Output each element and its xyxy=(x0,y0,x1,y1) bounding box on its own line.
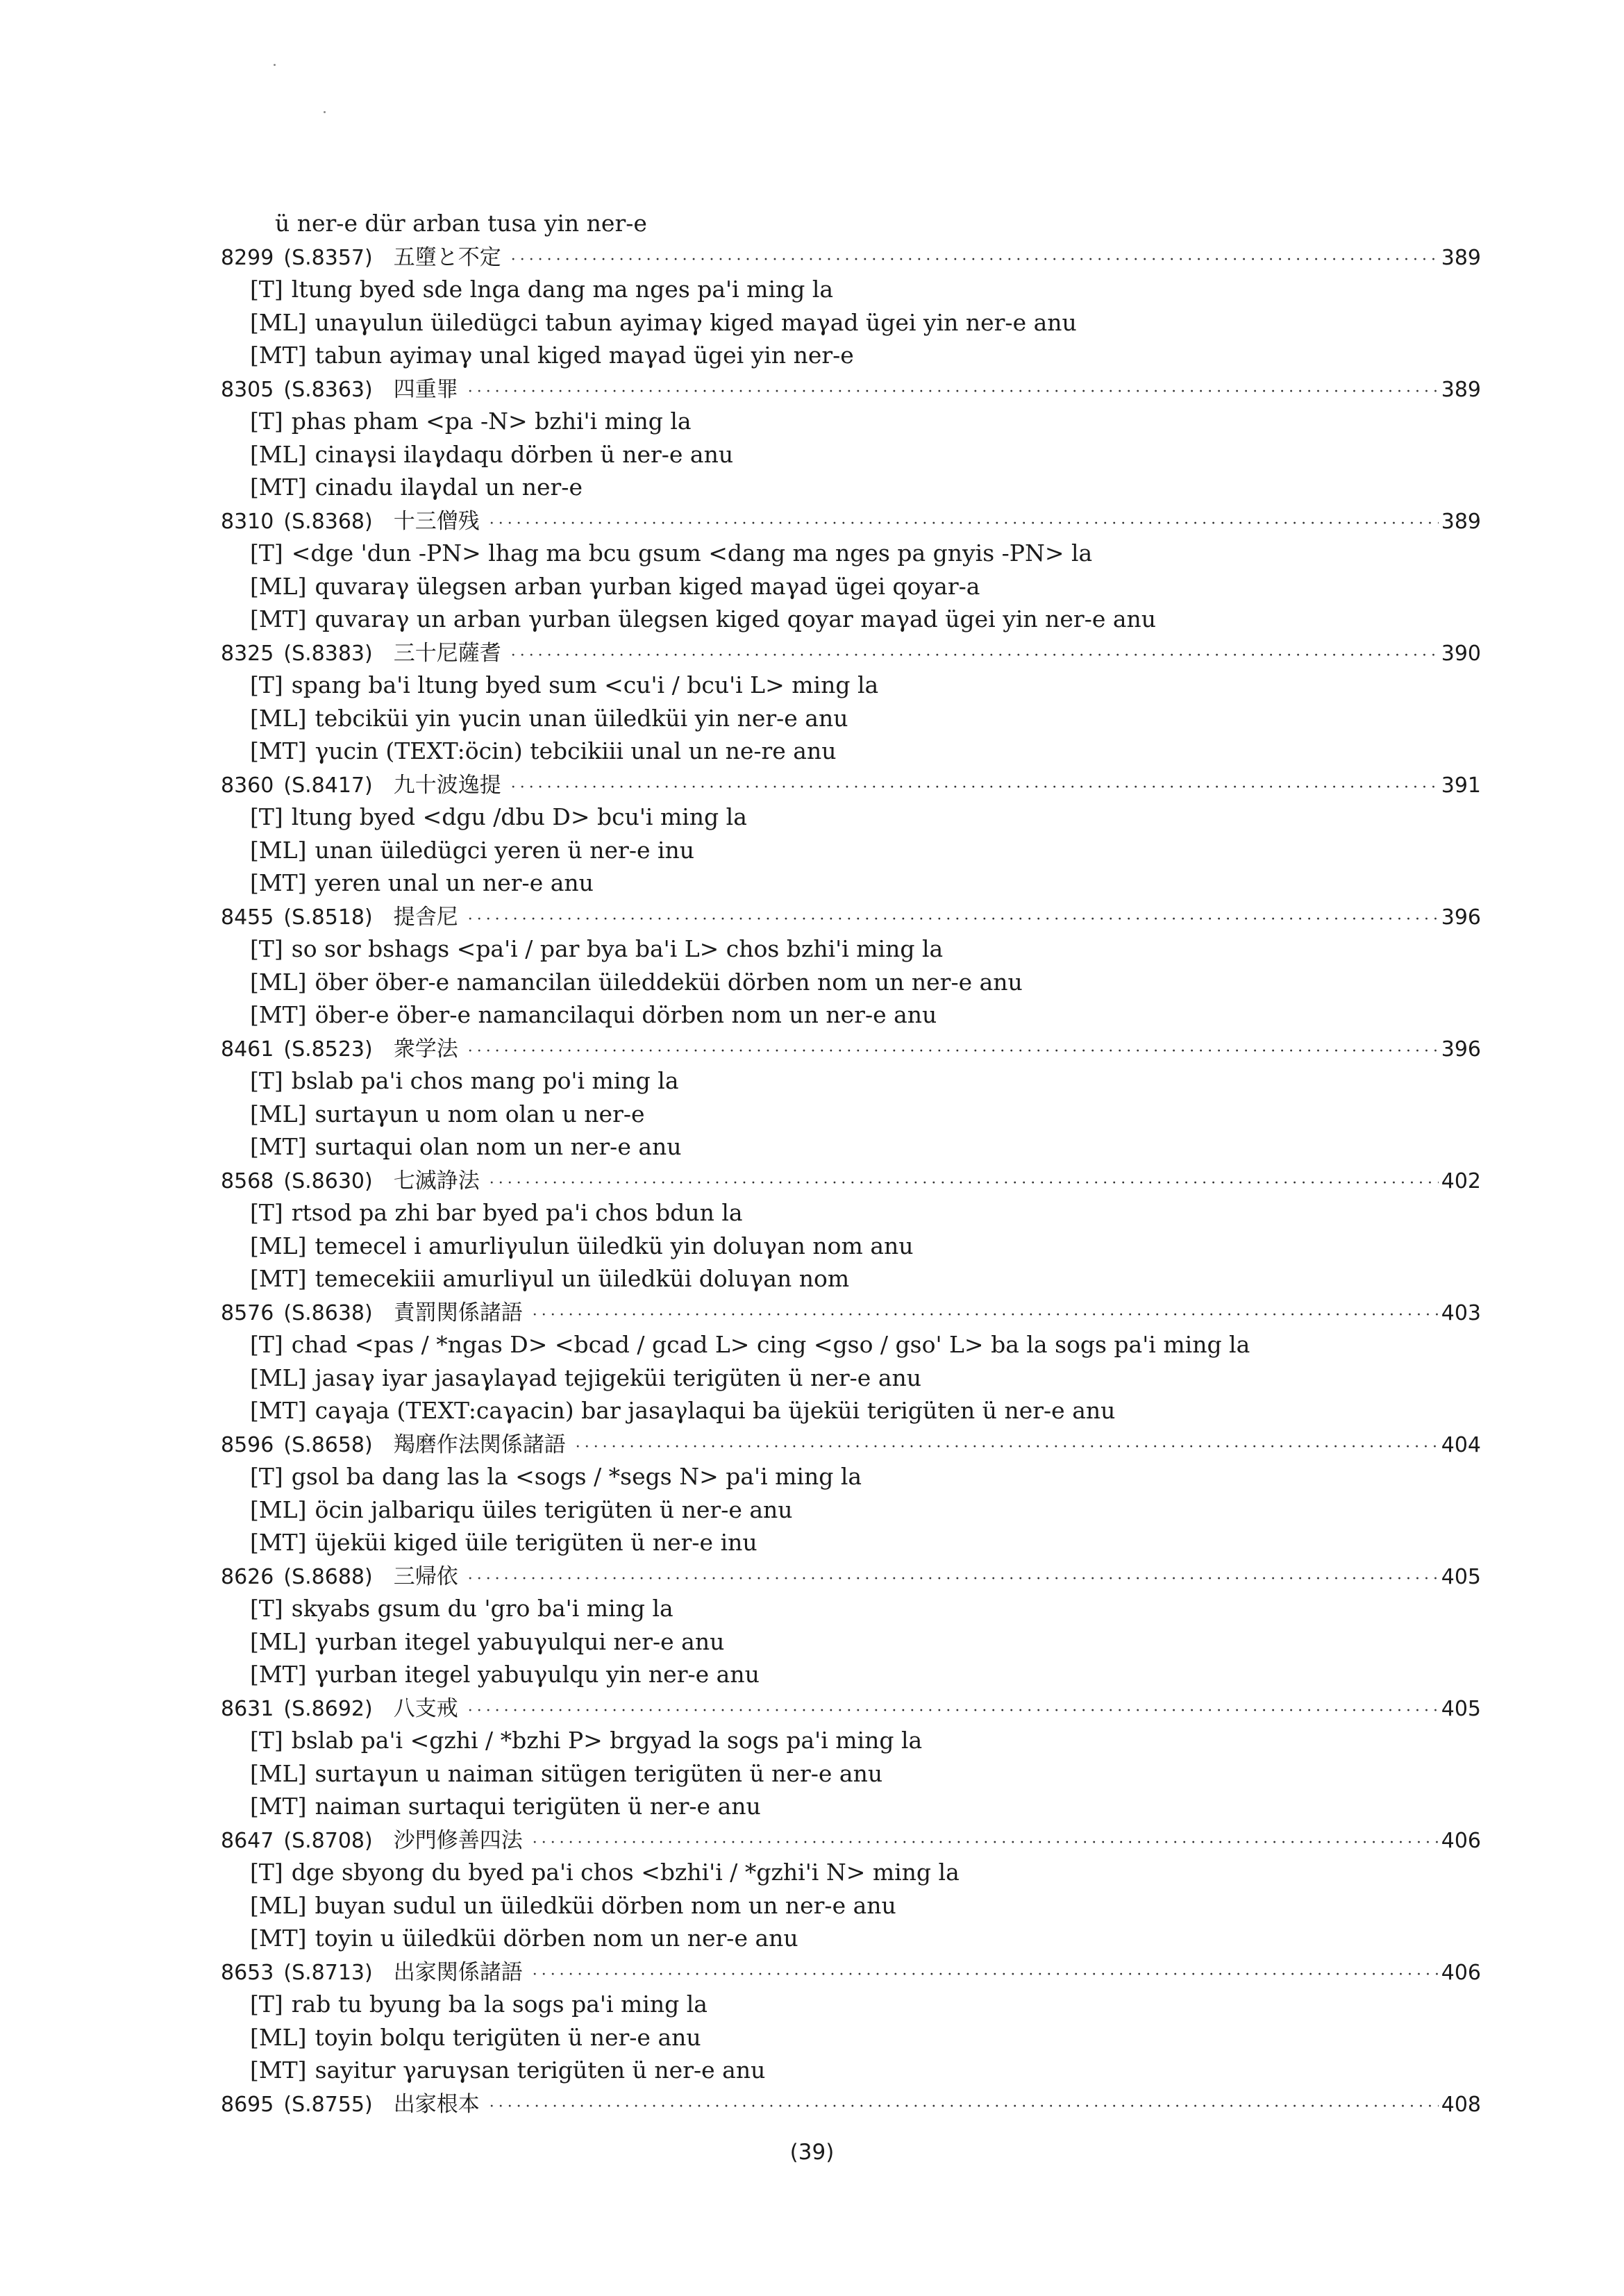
continuation-line: ü ner-e dür arban tusa yin ner-e xyxy=(275,210,647,237)
entry-subline xyxy=(221,306,1481,340)
entry-page-number: 396 xyxy=(1441,1037,1481,1062)
entry-subline xyxy=(221,339,1481,372)
entry-reference: (S.8638) xyxy=(283,1300,373,1325)
entry-heading xyxy=(221,1427,576,1461)
entry-subline xyxy=(221,801,1481,834)
entry-reference: (S.8708) xyxy=(283,1828,373,1853)
toc-entry xyxy=(221,636,1481,669)
subline-text: toyin u üiledküi dörben nom un ner-e anu xyxy=(315,1925,798,1952)
subline-text: cinaγsi ilaγdaqu dörben ü ner-e anu xyxy=(315,440,734,468)
toc-entry xyxy=(221,1296,1481,1329)
entry-heading xyxy=(221,1691,468,1725)
entry-reference: (S.8368) xyxy=(283,509,373,534)
dot-leader xyxy=(533,1299,1439,1329)
entry-heading xyxy=(221,1296,533,1329)
subline-text: temecel i amurliγulun üiledkü yin doluγan nom anu xyxy=(315,1232,914,1259)
entry-subline xyxy=(221,866,1481,900)
entry-heading xyxy=(221,1955,533,1988)
subline-tag: [MT] xyxy=(250,869,307,896)
entry-number: 8647 xyxy=(221,1828,274,1853)
page-number: (39) xyxy=(789,2140,835,2165)
subline-text: quvaraγ un arban γurban ülegsen kiged qoyar maγad ügei yin ner-e anu xyxy=(315,605,1157,632)
entry-page-number: 396 xyxy=(1441,905,1481,930)
entry-page-number: 389 xyxy=(1441,245,1481,270)
entry-title: 四重罪 xyxy=(393,376,458,402)
entry-title: 羯磨作法関係諸語 xyxy=(393,1432,566,1457)
dot-leader xyxy=(468,1695,1439,1725)
entry-subline xyxy=(221,1196,1481,1230)
dot-leader xyxy=(489,1167,1439,1197)
subline-tag: [ML] xyxy=(250,1232,307,1259)
entry-subline xyxy=(221,1361,1481,1395)
entry-heading xyxy=(221,240,511,274)
dot-leader xyxy=(511,639,1439,669)
entry-subline xyxy=(221,537,1481,570)
subline-text: phas pham <pa -N> bzhi'i ming la xyxy=(291,408,692,435)
subline-text: spang ba'i ltung byed sum <cu'i / bcu'i L> ming la xyxy=(291,671,879,698)
toc-entry xyxy=(221,1032,1481,1065)
subline-tag: [MT] xyxy=(250,737,307,764)
toc-entry xyxy=(221,2087,1481,2120)
subline-text: öber öber-e namancilan üileddeküi dörben nom un ner-e anu xyxy=(315,968,1023,996)
entry-heading xyxy=(221,1559,468,1593)
entry-page-number: 389 xyxy=(1441,377,1481,402)
entry-subline xyxy=(221,1526,1481,1559)
subline-tag: [T] xyxy=(250,935,283,962)
subline-tag: [T] xyxy=(250,539,283,567)
entry-reference: (S.8523) xyxy=(283,1037,373,1062)
subline-text: gsol ba dang las la <sogs / *segs N> pa'i ming la xyxy=(291,1463,862,1490)
entry-reference: (S.8357) xyxy=(283,245,373,270)
entry-subline xyxy=(221,1493,1481,1527)
entry-subline xyxy=(221,603,1481,636)
entry-subline xyxy=(221,669,1481,702)
subline-tag: [ML] xyxy=(250,1891,307,1919)
subline-tag: [ML] xyxy=(250,1100,307,1128)
toc-entry xyxy=(221,372,1481,405)
subline-text: bslab pa'i chos mang po'i ming la xyxy=(291,1067,679,1094)
entry-heading xyxy=(221,900,468,933)
subline-tag: [T] xyxy=(250,1067,283,1094)
entry-subline xyxy=(221,998,1481,1032)
subline-tag: [ML] xyxy=(250,1364,307,1391)
subline-text: γurban itegel yabuγulqui ner-e anu xyxy=(315,1627,725,1655)
entry-subline xyxy=(221,1922,1481,1955)
subline-text: tabun ayimaγ unal kiged maγad ügei yin ner-e xyxy=(315,342,854,369)
subline-text: γucin (TEXT:öcin) tebcikiii unal un ne-re anu xyxy=(315,737,837,764)
subline-text: skyabs gsum du 'gro ba'i ming la xyxy=(291,1595,673,1622)
subline-tag: [T] xyxy=(250,803,283,830)
subline-tag: [ML] xyxy=(250,440,307,468)
entry-subline xyxy=(221,966,1481,999)
scan-speck xyxy=(324,111,326,113)
entry-number: 8310 xyxy=(221,509,274,534)
entry-subline xyxy=(221,1757,1481,1791)
toc-entry xyxy=(221,240,1481,274)
subline-tag: [MT] xyxy=(250,1529,307,1556)
subline-tag: [ML] xyxy=(250,2023,307,2051)
toc-entry xyxy=(221,1164,1481,1197)
entry-subline xyxy=(221,735,1481,768)
subline-text: <dge 'dun -PN> lhag ma bcu gsum <dang ma nges pa gnyis -PN> la xyxy=(291,539,1093,567)
entry-subline xyxy=(221,932,1481,966)
entry-title: 九十波逸提 xyxy=(393,772,501,798)
subline-tag: [ML] xyxy=(250,704,307,732)
subline-tag: [T] xyxy=(250,408,283,435)
subline-tag: [MT] xyxy=(250,1133,307,1160)
entry-heading xyxy=(221,2087,489,2120)
scan-speck xyxy=(274,64,276,66)
toc-entry xyxy=(221,900,1481,933)
entry-subline xyxy=(221,438,1481,471)
entry-reference: (S.8713) xyxy=(283,1960,373,1985)
entry-number: 8695 xyxy=(221,2092,274,2117)
subline-tag: [T] xyxy=(250,1859,283,1886)
entry-subline xyxy=(221,1460,1481,1493)
entry-subline xyxy=(221,1230,1481,1263)
entry-reference: (S.8658) xyxy=(283,1432,373,1457)
entry-subline xyxy=(221,1724,1481,1757)
toc-entry xyxy=(221,1691,1481,1725)
subline-text: unan üiledügci yeren ü ner-e inu xyxy=(315,836,695,864)
entry-page-number: 402 xyxy=(1441,1168,1481,1193)
subline-tag: [ML] xyxy=(250,308,307,336)
entry-reference: (S.8417) xyxy=(283,773,373,798)
entry-title: 七滅諍法 xyxy=(393,1168,480,1193)
entry-number: 8631 xyxy=(221,1696,274,1721)
entry-subline xyxy=(221,405,1481,438)
subline-tag: [ML] xyxy=(250,836,307,864)
subline-tag: [ML] xyxy=(250,572,307,600)
subline-text: tebciküi yin γucin unan üiledküi yin ner-e anu xyxy=(315,704,848,732)
entry-number: 8305 xyxy=(221,377,274,402)
entry-page-number: 403 xyxy=(1441,1300,1481,1325)
subline-text: jasaγ iyar jasaγlaγad tejigeküi terigüten ü ner-e anu xyxy=(315,1364,922,1391)
entry-subline xyxy=(221,1889,1481,1922)
subline-text: chad <pas / *ngas D> <bcad / gcad L> cing <gso / gso' L> ba la sogs pa'i ming la xyxy=(291,1331,1250,1358)
subline-tag: [T] xyxy=(250,1727,283,1754)
subline-text: üjeküi kiged üile terigüten ü ner-e inu xyxy=(315,1529,757,1556)
entry-subline xyxy=(221,273,1481,306)
entry-page-number: 408 xyxy=(1441,2092,1481,2117)
subline-text: γurban itegel yabuγulqu yin ner-e anu xyxy=(315,1661,760,1688)
entry-title: 沙門修善四法 xyxy=(393,1827,523,1853)
entry-subline xyxy=(221,1394,1481,1427)
dot-leader xyxy=(468,903,1439,933)
subline-tag: [T] xyxy=(250,1199,283,1226)
entry-page-number: 405 xyxy=(1441,1564,1481,1589)
entry-number: 8626 xyxy=(221,1564,274,1589)
entry-reference: (S.8363) xyxy=(283,377,373,402)
entry-reference: (S.8755) xyxy=(283,2092,373,2117)
entry-heading xyxy=(221,1823,533,1857)
subline-text: unaγulun üiledügci tabun ayimaγ kiged maγad ügei yin ner-e anu xyxy=(315,308,1077,336)
subline-tag: [MT] xyxy=(250,1397,307,1424)
subline-tag: [ML] xyxy=(250,968,307,996)
entry-number: 8360 xyxy=(221,773,274,798)
entry-page-number: 390 xyxy=(1441,641,1481,666)
entry-page-number: 389 xyxy=(1441,509,1481,534)
entry-title: 五墮と不定 xyxy=(393,244,501,270)
dot-leader xyxy=(511,771,1439,801)
toc-entry xyxy=(221,1427,1481,1461)
toc-entry xyxy=(221,768,1481,801)
subline-text: quvaraγ ülegsen arban γurban kiged maγad ügei qoyar-a xyxy=(315,572,980,600)
entry-reference: (S.8630) xyxy=(283,1168,373,1193)
entry-title: 出家根本 xyxy=(393,2091,480,2117)
dot-leader xyxy=(468,1035,1439,1065)
entry-subline xyxy=(221,1262,1481,1296)
entry-number: 8461 xyxy=(221,1037,274,1062)
entry-subline xyxy=(221,1856,1481,1889)
subline-text: yeren unal un ner-e anu xyxy=(315,869,594,896)
entry-title: 提舎尼 xyxy=(393,904,458,930)
entry-page-number: 406 xyxy=(1441,1828,1481,1853)
dot-leader xyxy=(489,2090,1439,2120)
subline-tag: [MT] xyxy=(250,474,307,501)
subline-tag: [T] xyxy=(250,276,283,303)
subline-text: ltung byed sde lnga dang ma nges pa'i ming la xyxy=(291,276,834,303)
toc-page xyxy=(221,207,1481,2120)
toc-entry xyxy=(221,1955,1481,1988)
entry-subline xyxy=(221,1988,1481,2021)
entry-heading xyxy=(221,768,511,801)
subline-text: buyan sudul un üiledküi dörben nom un ner-e anu xyxy=(315,1891,896,1919)
dot-leader xyxy=(533,1827,1439,1857)
subline-tag: [ML] xyxy=(250,1759,307,1787)
entry-page-number: 391 xyxy=(1441,773,1481,798)
entry-reference: (S.8518) xyxy=(283,905,373,930)
subline-tag: [MT] xyxy=(250,605,307,632)
subline-text: cinadu ilaγdal un ner-e xyxy=(315,474,583,501)
subline-tag: [ML] xyxy=(250,1627,307,1655)
subline-tag: [MT] xyxy=(250,1001,307,1028)
subline-text: ltung byed <dgu /dbu D> bcu'i ming la xyxy=(291,803,747,830)
entry-subline xyxy=(221,2054,1481,2087)
entry-title: 三帰依 xyxy=(393,1564,458,1589)
entry-subline xyxy=(221,1625,1481,1659)
entry-subline xyxy=(221,1592,1481,1625)
subline-tag: [T] xyxy=(250,1991,283,2018)
entry-heading xyxy=(221,504,489,537)
subline-tag: [MT] xyxy=(250,1925,307,1952)
entry-number: 8653 xyxy=(221,1960,274,1985)
entry-title: 八支戒 xyxy=(393,1695,458,1721)
toc-entry xyxy=(221,1559,1481,1593)
entry-subline xyxy=(221,2021,1481,2054)
dot-leader xyxy=(489,508,1439,537)
entry-number: 8455 xyxy=(221,905,274,930)
entry-number: 8568 xyxy=(221,1168,274,1193)
entry-reference: (S.8383) xyxy=(283,641,373,666)
entry-subline xyxy=(221,702,1481,735)
subline-tag: [MT] xyxy=(250,342,307,369)
entry-page-number: 405 xyxy=(1441,1696,1481,1721)
subline-text: surtaqui olan nom un ner-e anu xyxy=(315,1133,682,1160)
subline-tag: [T] xyxy=(250,1331,283,1358)
entry-title: 出家関係諸語 xyxy=(393,1959,523,1985)
entry-subline xyxy=(221,1130,1481,1164)
entry-subline xyxy=(221,1064,1481,1098)
dot-leader xyxy=(511,244,1439,274)
subline-tag: [MT] xyxy=(250,2056,307,2084)
subline-tag: [MT] xyxy=(250,1661,307,1688)
toc-entry xyxy=(221,1823,1481,1857)
entry-number: 8596 xyxy=(221,1432,274,1457)
subline-text: öber-e öber-e namancilaqui dörben nom un ner-e anu xyxy=(315,1001,937,1028)
subline-text: so sor bshags <pa'i / par bya ba'i L> chos bzhi'i ming la xyxy=(291,935,944,962)
subline-text: surtaγun u nom olan u ner-e xyxy=(315,1100,645,1128)
dot-leader xyxy=(576,1431,1439,1461)
subline-text: dge sbyong du byed pa'i chos <bzhi'i / *gzhi'i N> ming la xyxy=(291,1859,960,1886)
dot-leader xyxy=(533,1959,1439,1988)
entry-subline xyxy=(221,834,1481,867)
subline-text: sayitur γaruγsan terigüten ü ner-e anu xyxy=(315,2056,766,2084)
entry-page-number: 406 xyxy=(1441,1960,1481,1985)
entry-title: 責罰関係諸語 xyxy=(393,1300,523,1325)
entry-title: 衆学法 xyxy=(393,1036,458,1062)
subline-text: naiman surtaqui terigüten ü ner-e anu xyxy=(315,1793,761,1820)
subline-tag: [MT] xyxy=(250,1265,307,1292)
entry-subline xyxy=(221,1658,1481,1691)
subline-tag: [MT] xyxy=(250,1793,307,1820)
subline-tag: [T] xyxy=(250,1463,283,1490)
dot-leader xyxy=(468,1563,1439,1593)
entry-subline xyxy=(221,1328,1481,1361)
entry-reference: (S.8688) xyxy=(283,1564,373,1589)
entry-heading xyxy=(221,372,468,405)
entry-title: 十三僧残 xyxy=(393,508,480,534)
entry-number: 8299 xyxy=(221,245,274,270)
subline-text: surtaγun u naiman sitügen terigüten ü ner-e anu xyxy=(315,1759,883,1787)
entry-page-number: 404 xyxy=(1441,1432,1481,1457)
entry-reference: (S.8692) xyxy=(283,1696,373,1721)
entry-title: 三十尼薩耆 xyxy=(393,640,501,666)
subline-tag: [ML] xyxy=(250,1495,307,1523)
entry-heading xyxy=(221,1032,468,1065)
entry-number: 8576 xyxy=(221,1300,274,1325)
entry-heading xyxy=(221,636,511,669)
entry-number: 8325 xyxy=(221,641,274,666)
subline-text: rtsod pa zhi bar byed pa'i chos bdun la xyxy=(291,1199,743,1226)
entry-subline xyxy=(221,1790,1481,1823)
toc-entry xyxy=(221,504,1481,537)
entry-subline xyxy=(221,471,1481,504)
entry-subline xyxy=(221,1098,1481,1131)
subline-tag: [T] xyxy=(250,1595,283,1622)
subline-text: caγaja (TEXT:caγacin) bar jasaγlaqui ba üjeküi terigüten ü ner-e anu xyxy=(315,1397,1116,1424)
subline-text: rab tu byung ba la sogs pa'i ming la xyxy=(291,1991,708,2018)
dot-leader xyxy=(468,376,1439,405)
subline-text: öcin jalbariqu üiles terigüten ü ner-e anu xyxy=(315,1495,793,1523)
entry-heading xyxy=(221,1164,489,1197)
subline-tag: [T] xyxy=(250,671,283,698)
subline-text: toyin bolqu terigüten ü ner-e anu xyxy=(315,2023,701,2051)
subline-text: temecekiii amurliγul un üiledküi doluγan nom xyxy=(315,1265,850,1292)
entry-subline xyxy=(221,570,1481,603)
subline-text: bslab pa'i <gzhi / *bzhi P> brgyad la sogs pa'i ming la xyxy=(291,1727,923,1754)
